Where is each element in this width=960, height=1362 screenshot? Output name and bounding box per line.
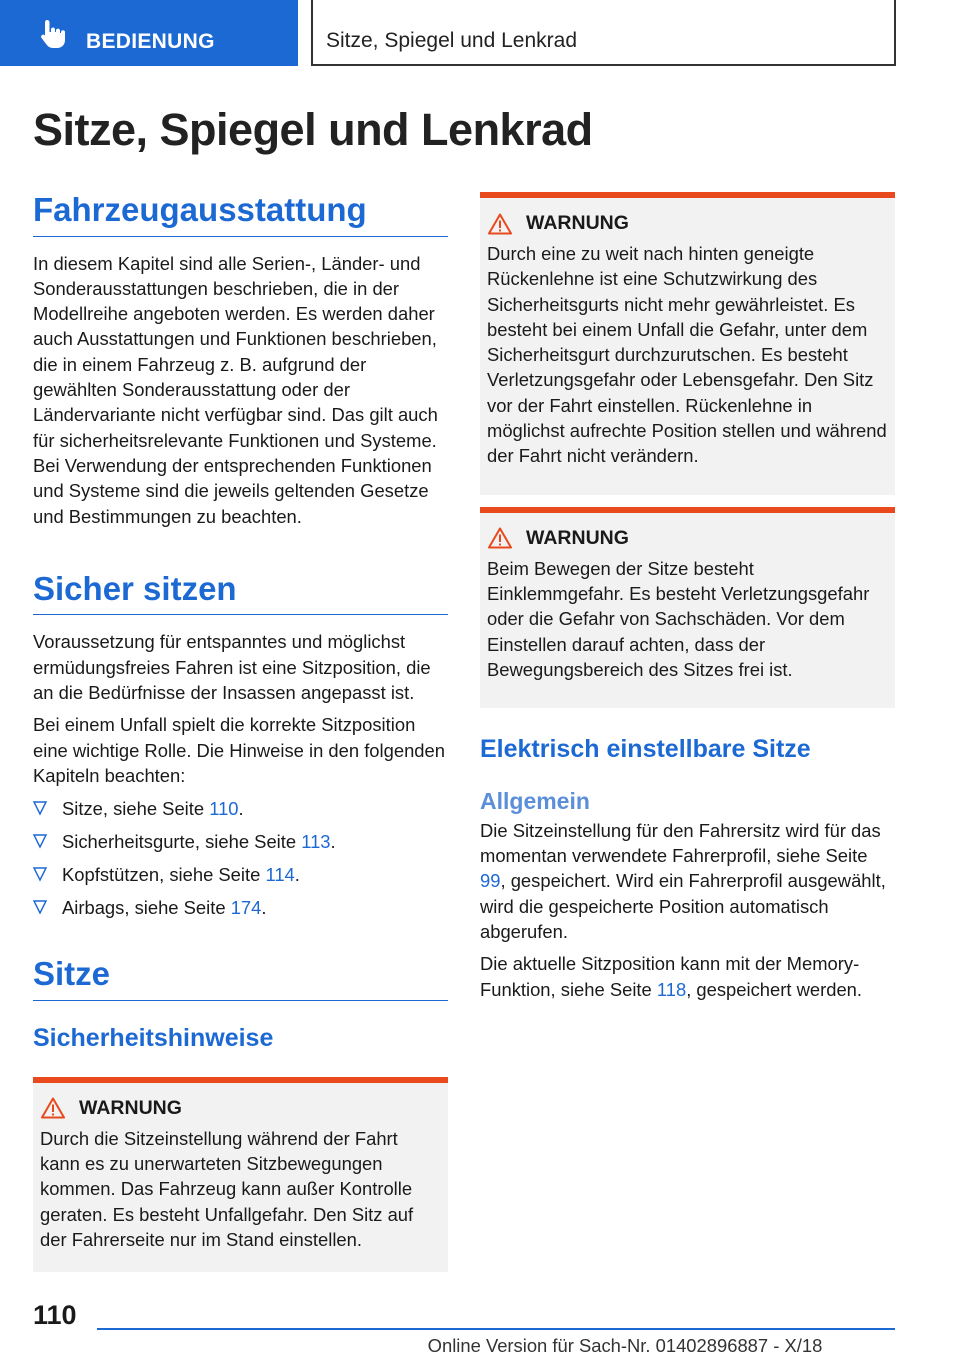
- sicher-sitzen-text-1: Voraussetzung für entspanntes und möglichst ermüdungsfreies Fahren ist eine Sitzposition, die an die Bedürfnisse der Insassen angepasst ist.: [33, 631, 431, 704]
- list-item: [33, 829, 448, 854]
- allgemein-text-2-start: Die aktuelle Sitzposition kann mit der Memory-Funktion, siehe Seite: [480, 953, 860, 1000]
- allgemein-text-1-end: , gespeichert. Wird ein Fahrerprofil ausgewählt, wird die gespeicherte Position automatisch abgerufen.: [480, 870, 886, 942]
- warning-box: [480, 192, 895, 495]
- page-number: 110: [33, 1300, 77, 1330]
- list-item: [33, 862, 448, 887]
- warning-box: [33, 1077, 448, 1272]
- page-link[interactable]: 114: [265, 864, 295, 886]
- list-item-text: Kopfstützen, siehe Seite: [62, 864, 266, 886]
- list-item-text: Airbags, siehe Seite: [62, 897, 231, 919]
- sicher-sitzen-text-2: Bei einem Unfall spielt die korrekte Sitzposition eine wichtige Rolle. Die Hinweise in den folgenden Kapiteln beachten:: [33, 714, 445, 786]
- heading-sitze: Sitze: [33, 954, 448, 1001]
- page-link[interactable]: 174: [230, 897, 262, 919]
- list-item: [33, 895, 448, 920]
- section-tab[interactable]: [0, 0, 298, 66]
- chapter-tab[interactable]: [311, 0, 896, 66]
- page-link[interactable]: 113: [301, 831, 331, 853]
- allgemein-text-2: [480, 951, 895, 1002]
- list-item-suffix: .: [261, 897, 267, 919]
- footer-divider: [97, 1328, 895, 1330]
- triangle-bullet-icon: [33, 833, 47, 849]
- triangle-bullet-icon: [33, 899, 47, 915]
- list-item-suffix: .: [238, 798, 244, 820]
- warning-box: [480, 507, 895, 708]
- page-title: Sitze, Spiegel und Lenkrad: [33, 104, 593, 155]
- right-column: [480, 192, 895, 1002]
- warning-triangle-icon: [41, 1097, 65, 1119]
- triangle-bullet-icon: [33, 800, 47, 816]
- triangle-bullet-icon: [33, 866, 47, 882]
- page-link[interactable]: 118: [656, 978, 687, 1000]
- list-item-text: Sitze, siehe Seite: [62, 798, 210, 820]
- fahrzeugausstattung-text: In diesem Kapitel sind alle Serien-, Länder- und Sonderausstattungen beschrieben, die in der Modellreihe angeboten werden. Es werden daher auch Ausstattungen und Funktionen beschrieben, die in einem Fahrzeug z. B. aufgrund der gewählten Sonderausstattung oder der Ländervariante nicht verfügbar sind. Das gilt auch für sicherheitsrelevante Funktionen und Systeme. Bei Verwendung der entsprechenden Funktionen und Systeme sind die jeweils geltenden Gesetze und Bestimmungen zu beachten.: [33, 252, 438, 527]
- heading-sicherheitshinweise: Sicherheitshinweise: [33, 1023, 274, 1052]
- warning-text: Beim Bewegen der Sitze besteht Einklemmgefahr. Es besteht Verletzungsgefahr oder die Gefahr von Sachschäden. Vor dem Einstellen darauf achten, dass der Bewegungsbereich des Sitzes frei ist.: [487, 557, 870, 680]
- warning-title: WARNUNG: [526, 526, 629, 549]
- allgemein-text-2-end: , gespeichert werden.: [686, 978, 863, 1000]
- left-column: [33, 190, 448, 1272]
- list-item-suffix: .: [330, 831, 336, 853]
- page-header: [0, 0, 960, 66]
- list-item-text: Sicherheitsgurte, siehe Seite: [62, 831, 302, 853]
- warning-title: WARNUNG: [526, 212, 629, 234]
- footer-text: Online Version für Sach-Nr. 01402896887 - X/18: [427, 1335, 823, 1356]
- warning-triangle-icon: [488, 213, 512, 235]
- allgemein-text-1: [480, 818, 895, 944]
- warning-text: Durch die Sitzeinstellung während der Fahrt kann es zu unerwarteten Sitzbewegungen kommen. Das Fahrzeug kann außer Kontrolle geraten. Es besteht Unfallgefahr. Den Sitz auf der Fahrerseite nur im Stand einstellen.: [40, 1127, 414, 1251]
- section-label: BEDIENUNG: [86, 30, 215, 53]
- heading-allgemein: Allgemein: [480, 788, 590, 815]
- heading-sicher-sitzen: Sicher sitzen: [33, 569, 448, 616]
- page-link[interactable]: 99: [480, 870, 501, 892]
- page-link[interactable]: 110: [209, 798, 239, 820]
- warning-text: Durch eine zu weit nach hinten geneigte Rückenlehne ist eine Schutzwirkung des Sicherheitsgurts nicht mehr gewährleistet. Es besteht bei einem Unfall die Gefahr, unter dem Sicherheitsgurt durchzurutschen. Es besteht Verletzungsgefahr oder Lebensgefahr. Den Sitz vor der Fahrt einstellen. Rückenlehne in möglichst aufrechte Position stellen und während der Fahrt nicht verändern.: [487, 243, 887, 467]
- list-item-suffix: .: [294, 864, 300, 886]
- hand-pointer-icon: [38, 18, 68, 50]
- heading-elektrisch-einstellbare-sitze: Elektrisch einstellbare Sitze: [480, 735, 811, 764]
- warning-triangle-icon: [488, 527, 512, 549]
- heading-fahrzeugausstattung: Fahrzeugausstattung: [33, 190, 448, 237]
- warning-title: WARNUNG: [79, 1096, 182, 1119]
- list-item: [33, 796, 448, 821]
- allgemein-text-1-start: Die Sitzeinstellung für den Fahrersitz wird für das momentan verwendete Fahrerprofil, siehe Seite: [480, 819, 881, 867]
- reference-list: [33, 796, 448, 920]
- chapter-label: Sitze, Spiegel und Lenkrad: [326, 29, 578, 52]
